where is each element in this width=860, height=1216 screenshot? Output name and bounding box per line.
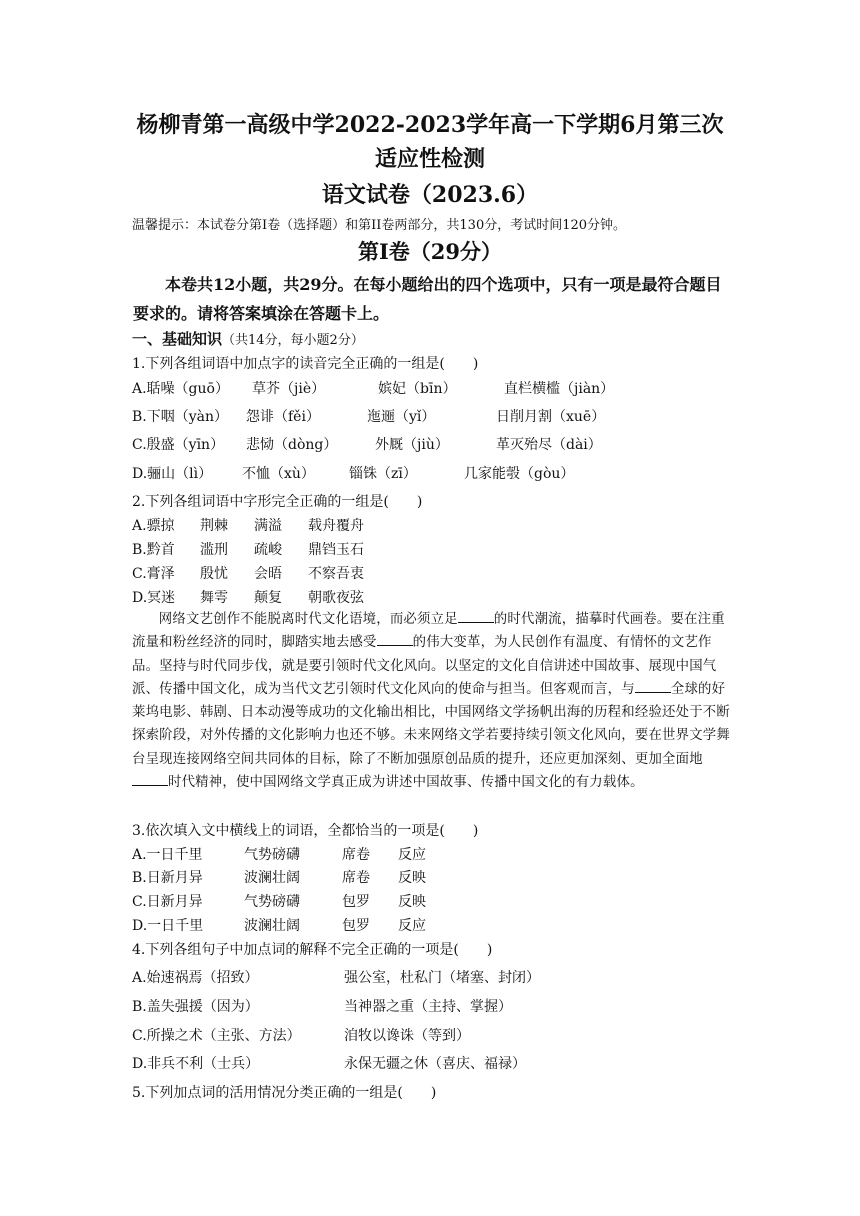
option-word: B.下咽（yàn） [132, 409, 229, 425]
question-1-option-b [132, 406, 605, 426]
option-word: C.殷盛（yīn） [132, 437, 225, 453]
option-word: 鼎铛玉石 [308, 542, 364, 558]
option-word: 反映 [398, 894, 426, 910]
option-word: 波澜壮阔 [244, 918, 300, 934]
option-word: 锱铢（zī） [349, 466, 417, 482]
exam-tip: 温馨提示：本试卷分第Ⅰ卷（选择题）和第II卷两部分，共130分，考试时间120分钟。 [132, 218, 627, 233]
question-2-option-b [132, 539, 364, 559]
option-word: 草芥（jiè） [252, 381, 326, 397]
option-word: A.骠掠 [132, 518, 175, 534]
option-word: D.冥迷 [132, 590, 176, 606]
fill-blank [458, 610, 494, 623]
question-2-option-a [132, 515, 364, 535]
question-3-stem: 3.依次填入文中横线上的词语，全都恰当的一项是( ) [132, 823, 479, 839]
option-word: 包罗 [342, 894, 370, 910]
section-intro: 本卷共12小题，共29分。在每小题给出的四个选项中，只有一项是最符合题目要求的。请将答案填涂在答题卡上。 [133, 275, 722, 323]
option-word: 日削月割（xuē） [496, 409, 606, 425]
option-word: 悲恸（dòng） [246, 437, 338, 453]
question-2-option-c [132, 563, 364, 583]
option-sentence: B.盖失强援（因为） [132, 999, 259, 1015]
option-word: 满溢 [254, 518, 282, 534]
option-sentence: C.所操之术（主张、方法） [132, 1028, 301, 1044]
question-3-option-d [132, 915, 426, 935]
option-word: 几家能彀（gòu） [464, 466, 575, 482]
option-sentence: D.非兵不利（士兵） [132, 1056, 260, 1072]
option-word: 反映 [398, 870, 426, 886]
question-3-option-a [132, 844, 426, 864]
option-word: 波澜壮阔 [244, 870, 300, 886]
question-4-option-d [132, 1053, 526, 1073]
option-word: 气势磅礴 [244, 847, 300, 863]
option-word: C.日新月异 [132, 894, 203, 910]
question-4-option-b [132, 996, 512, 1016]
exam-subtitle: 语文试卷（2023.6） [321, 182, 539, 208]
option-word: 嫔妃（bīn） [378, 381, 457, 397]
fill-blank [377, 633, 413, 646]
passage-text: 的时代潮流，描摹时代画卷。要在注重流量和粉丝经济的同时，脚踏实地去感受 [132, 612, 725, 651]
question-2-stem: 2.下列各组词语中字形完全正确的一组是( ) [132, 494, 423, 510]
option-word: 颠复 [254, 590, 282, 606]
option-word: B.日新月异 [132, 870, 203, 886]
option-word: 舞雩 [200, 590, 228, 606]
option-word: 直栏横槛（jiàn） [504, 381, 615, 397]
exam-title-line2: 适应性检测 [374, 146, 485, 172]
option-word: D.骊山（lì） [132, 466, 213, 482]
fill-blank [635, 680, 671, 693]
option-word: 荆棘 [200, 518, 228, 534]
section-title: 第Ⅰ卷（29分） [357, 239, 503, 264]
option-word: 滥刑 [200, 542, 228, 558]
option-sentence: 永保无疆之休（喜庆、福禄） [344, 1056, 526, 1072]
option-word: 殷忧 [200, 566, 228, 582]
option-word: 席卷 [342, 870, 370, 886]
question-2-option-d [132, 587, 364, 607]
option-word: 会晤 [254, 566, 282, 582]
passage-text: 网络文艺创作不能脱离时代文化语境，而必须立足 [158, 612, 458, 627]
option-word: 外厩（jiù） [375, 437, 449, 453]
option-word: D.一日千里 [132, 918, 204, 934]
option-sentence: A.始速祸焉（招致） [132, 970, 259, 986]
question-5-stem: 5.下列加点词的活用情况分类正确的一组是( ) [132, 1085, 437, 1101]
option-word: A.一日千里 [132, 847, 203, 863]
reading-passage [132, 608, 734, 794]
question-3-option-c [132, 891, 426, 911]
option-sentence: 当神器之重（主持、掌握） [344, 999, 512, 1015]
option-word: C.膏泽 [132, 566, 175, 582]
part-heading [132, 328, 364, 349]
part-heading-title: 一、基础知识 [132, 330, 223, 348]
question-4-stem: 4.下列各组句子中加点词的解释不完全正确的一项是( ) [132, 942, 493, 958]
fill-blank [132, 773, 168, 786]
option-word: 朝歌夜弦 [308, 590, 364, 606]
option-sentence: 强公室，杜私门（堵塞、封闭） [344, 970, 540, 986]
option-word: B.黔首 [132, 542, 175, 558]
question-1-stem: 1.下列各组词语中加点字的读音完全正确的一组是( ) [132, 356, 479, 372]
question-4-option-c [132, 1025, 470, 1045]
part-heading-note: （共14分，每小题2分） [222, 333, 364, 348]
option-word: 不恤（xù） [242, 466, 315, 482]
option-word: 包罗 [342, 918, 370, 934]
option-word: 迤逦（yǐ） [367, 409, 436, 425]
question-1-option-d [132, 463, 574, 483]
option-word: 疏峻 [254, 542, 282, 558]
passage-text: 时代精神，使中国网络文学真正成为讲述中国故事、传播中国文化的有力载体。 [168, 775, 644, 791]
option-word: 载舟覆舟 [308, 518, 364, 534]
option-word: 席卷 [342, 847, 370, 863]
question-1-option-c [132, 434, 602, 454]
question-3-option-b [132, 867, 426, 887]
question-1-option-a [132, 378, 614, 398]
exam-title-line1: 杨柳青第一高级中学2022-2023学年高一下学期6月第三次 [136, 112, 724, 138]
option-word: 反应 [398, 918, 426, 934]
option-word: 不察吾衷 [308, 566, 364, 582]
option-word: 气势磅礴 [244, 894, 300, 910]
passage-text: 的伟大变革，为人民创作有温度、有情怀的文艺作品。坚持与时代同步伐，就是要引领时代文化风向。以坚定的文化自信讲述中国故事、展现中国气派、传播中国文化，成为当代文艺引领时代文化风向的使命与担当。但客观而言，与 [132, 635, 717, 697]
option-word: 怨诽（fěi） [246, 409, 320, 425]
option-word: 革灭殆尽（dài） [496, 437, 602, 453]
option-sentence: 洎牧以谗诛（等到） [344, 1028, 470, 1044]
passage-text: 全球的好莱坞电影、韩剧、日本动漫等成功的文化输出相比，中国网络文学扬帆出海的历程和经验还处于不断探索阶段，对外传播的文化影响力也还不够。未来网络文学若要持续引领文化风向，要在世界文学舞台呈现连接网络空间共同体的目标，除了不断加强原创品质的提升，还应更加深刻、更加全面地 [132, 681, 730, 767]
question-4-option-a [132, 967, 540, 987]
option-word: A.聒噪（guō） [132, 381, 229, 397]
option-word: 反应 [398, 847, 426, 863]
